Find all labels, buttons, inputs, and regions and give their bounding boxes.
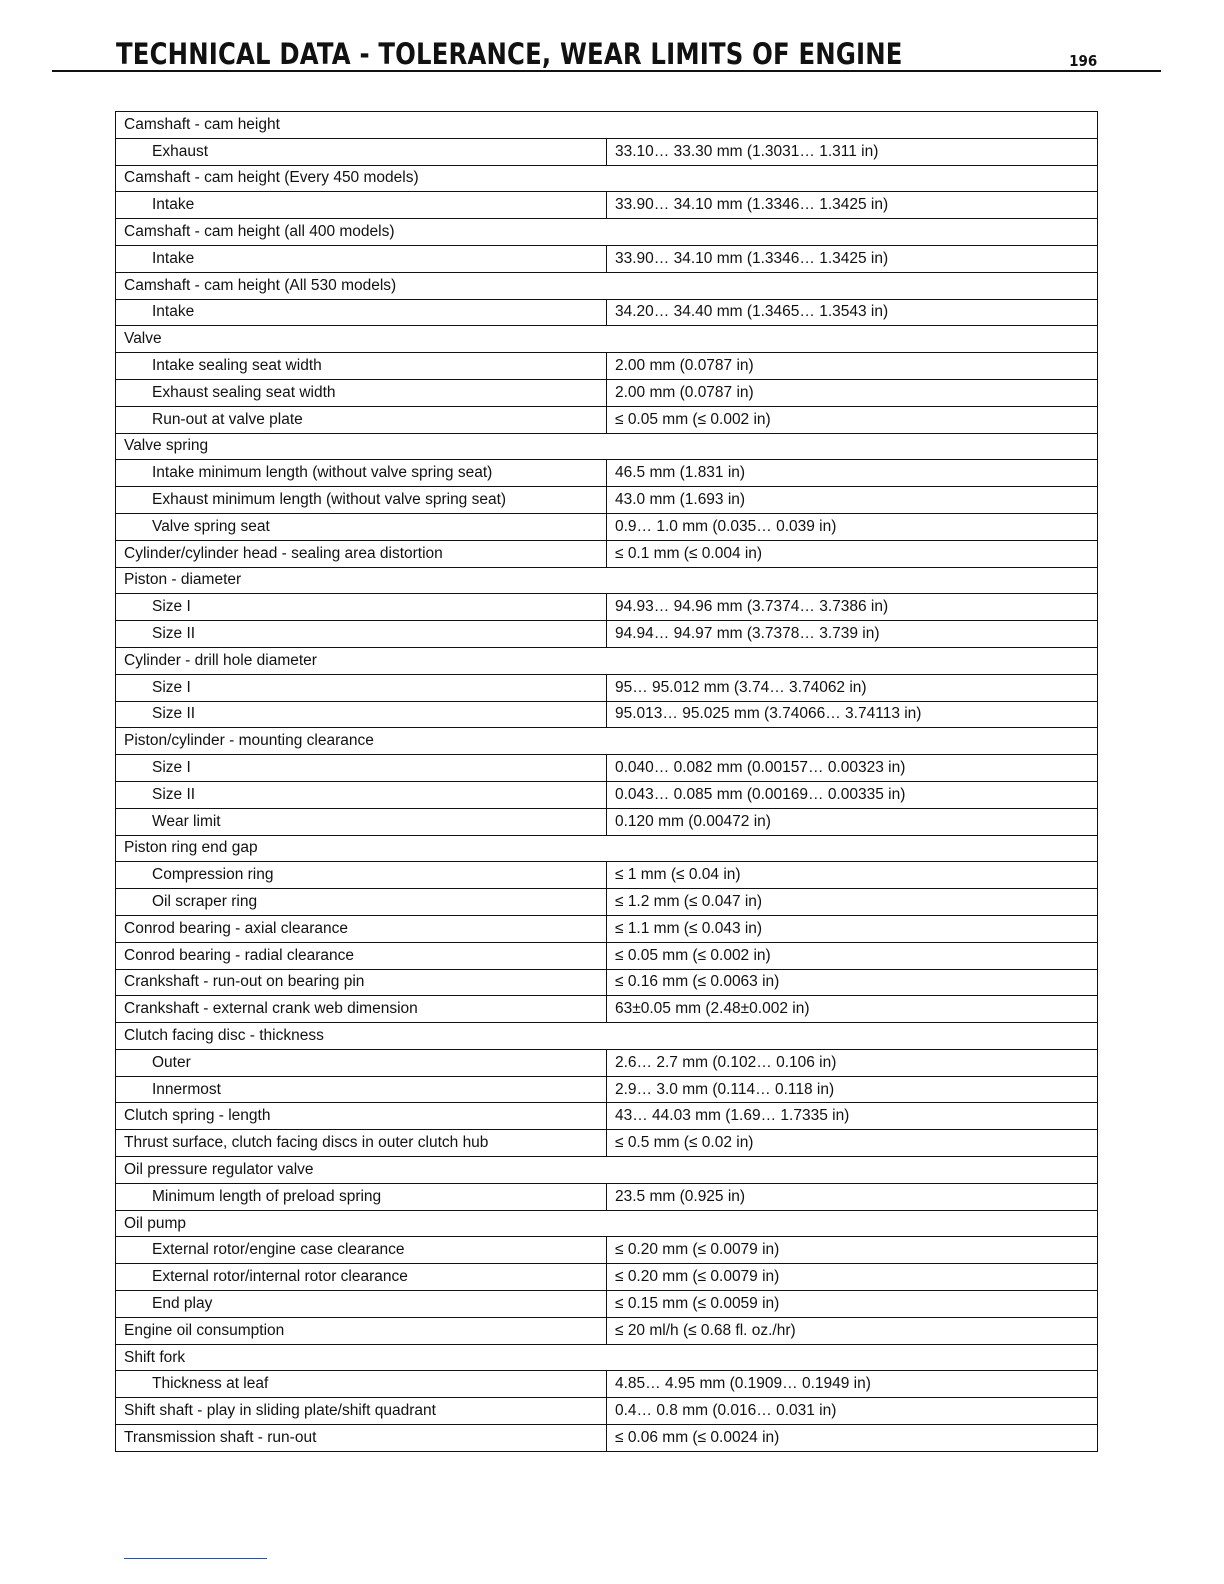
spec-row <box>116 1130 1098 1157</box>
spec-value: 2.00 mm (0.0787 in) <box>607 379 1098 406</box>
spec-sub-label: End play <box>116 1291 607 1318</box>
spec-value: 0.120 mm (0.00472 in) <box>607 808 1098 835</box>
section-row <box>116 835 1098 862</box>
spec-value: ≤ 1.1 mm (≤ 0.043 in) <box>607 915 1098 942</box>
spec-row <box>116 1076 1098 1103</box>
spec-label: Piston/cylinder - mounting clearance <box>116 728 1098 755</box>
spec-label: Shift fork <box>116 1344 1098 1371</box>
spec-row <box>116 594 1098 621</box>
spec-row <box>116 1264 1098 1291</box>
spec-sub-label: Thickness at leaf <box>116 1371 607 1398</box>
spec-row <box>116 406 1098 433</box>
spec-sub-label: Oil scraper ring <box>116 889 607 916</box>
spec-row <box>116 889 1098 916</box>
spec-sub-label: Size II <box>116 621 607 648</box>
spec-row <box>116 353 1098 380</box>
spec-value: 0.9… 1.0 mm (0.035… 0.039 in) <box>607 513 1098 540</box>
section-row <box>116 1210 1098 1237</box>
section-row <box>116 433 1098 460</box>
spec-label: Cylinder/cylinder head - sealing area distortion <box>116 540 607 567</box>
spec-sub-label: Intake minimum length (without valve spring seat) <box>116 460 607 487</box>
section-row <box>116 1344 1098 1371</box>
spec-sub-label: Intake <box>116 299 607 326</box>
spec-row <box>116 299 1098 326</box>
spec-row <box>116 460 1098 487</box>
spec-value: 46.5 mm (1.831 in) <box>607 460 1098 487</box>
spec-sub-label: Size I <box>116 755 607 782</box>
spec-row <box>116 1049 1098 1076</box>
spec-value: 4.85… 4.95 mm (0.1909… 0.1949 in) <box>607 1371 1098 1398</box>
spec-row <box>116 1291 1098 1318</box>
spec-row <box>116 942 1098 969</box>
spec-label: Clutch facing disc - thickness <box>116 1023 1098 1050</box>
spec-value: 0.4… 0.8 mm (0.016… 0.031 in) <box>607 1398 1098 1425</box>
spec-value: 33.10… 33.30 mm (1.3031… 1.311 in) <box>607 138 1098 165</box>
spec-value: 23.5 mm (0.925 in) <box>607 1183 1098 1210</box>
spec-sub-label: Exhaust <box>116 138 607 165</box>
spec-sub-label: Size I <box>116 674 607 701</box>
spec-label: Camshaft - cam height (Every 450 models) <box>116 165 1098 192</box>
spec-sub-label: Exhaust minimum length (without valve spring seat) <box>116 487 607 514</box>
spec-label: Cylinder - drill hole diameter <box>116 647 1098 674</box>
spec-row <box>116 1103 1098 1130</box>
spec-label: Engine oil consumption <box>116 1317 607 1344</box>
spec-row <box>116 513 1098 540</box>
spec-value: 33.90… 34.10 mm (1.3346… 1.3425 in) <box>607 245 1098 272</box>
footer-link-underline[interactable] <box>124 1558 267 1559</box>
spec-label: Valve <box>116 326 1098 353</box>
spec-label: Thrust surface, clutch facing discs in outer clutch hub <box>116 1130 607 1157</box>
spec-value: 2.6… 2.7 mm (0.102… 0.106 in) <box>607 1049 1098 1076</box>
page-header <box>52 34 1161 72</box>
spec-row <box>116 701 1098 728</box>
page-number: 196 <box>1068 52 1097 70</box>
spec-sub-label: Intake sealing seat width <box>116 353 607 380</box>
spec-row <box>116 621 1098 648</box>
spec-value: ≤ 1 mm (≤ 0.04 in) <box>607 862 1098 889</box>
tolerance-table-body <box>116 112 1098 1452</box>
spec-row <box>116 1317 1098 1344</box>
spec-row <box>116 1398 1098 1425</box>
spec-value: ≤ 0.1 mm (≤ 0.004 in) <box>607 540 1098 567</box>
spec-value: 63±0.05 mm (2.48±0.002 in) <box>607 996 1098 1023</box>
spec-sub-label: Run-out at valve plate <box>116 406 607 433</box>
spec-row <box>116 674 1098 701</box>
spec-label: Piston ring end gap <box>116 835 1098 862</box>
spec-row <box>116 540 1098 567</box>
spec-label: Crankshaft - external crank web dimension <box>116 996 607 1023</box>
section-row <box>116 165 1098 192</box>
section-row <box>116 272 1098 299</box>
page-title: TECHNICAL DATA - TOLERANCE, WEAR LIMITS OF ENGINE <box>116 37 903 71</box>
spec-label: Camshaft - cam height (all 400 models) <box>116 219 1098 246</box>
spec-row <box>116 1371 1098 1398</box>
spec-sub-label: Innermost <box>116 1076 607 1103</box>
spec-row <box>116 192 1098 219</box>
spec-row <box>116 138 1098 165</box>
spec-value: 43… 44.03 mm (1.69… 1.7335 in) <box>607 1103 1098 1130</box>
spec-value: ≤ 0.15 mm (≤ 0.0059 in) <box>607 1291 1098 1318</box>
spec-row <box>116 245 1098 272</box>
spec-sub-label: Exhaust sealing seat width <box>116 379 607 406</box>
spec-sub-label: Size II <box>116 781 607 808</box>
section-row <box>116 326 1098 353</box>
spec-row <box>116 808 1098 835</box>
spec-value: 0.040… 0.082 mm (0.00157… 0.00323 in) <box>607 755 1098 782</box>
spec-sub-label: Size I <box>116 594 607 621</box>
spec-value: ≤ 1.2 mm (≤ 0.047 in) <box>607 889 1098 916</box>
section-row <box>116 647 1098 674</box>
spec-value: 94.94… 94.97 mm (3.7378… 3.739 in) <box>607 621 1098 648</box>
spec-value: 94.93… 94.96 mm (3.7374… 3.7386 in) <box>607 594 1098 621</box>
spec-sub-label: Size II <box>116 701 607 728</box>
spec-label: Shift shaft - play in sliding plate/shift quadrant <box>116 1398 607 1425</box>
spec-row <box>116 996 1098 1023</box>
tolerance-table <box>115 111 1098 1452</box>
spec-value: ≤ 0.05 mm (≤ 0.002 in) <box>607 942 1098 969</box>
spec-row <box>116 487 1098 514</box>
spec-value: 34.20… 34.40 mm (1.3465… 1.3543 in) <box>607 299 1098 326</box>
spec-label: Clutch spring - length <box>116 1103 607 1130</box>
section-row <box>116 728 1098 755</box>
spec-row <box>116 379 1098 406</box>
spec-sub-label: Intake <box>116 245 607 272</box>
spec-row <box>116 862 1098 889</box>
spec-value: 43.0 mm (1.693 in) <box>607 487 1098 514</box>
spec-sub-label: Wear limit <box>116 808 607 835</box>
spec-value: 2.9… 3.0 mm (0.114… 0.118 in) <box>607 1076 1098 1103</box>
spec-label: Crankshaft - run-out on bearing pin <box>116 969 607 996</box>
spec-value: 2.00 mm (0.0787 in) <box>607 353 1098 380</box>
spec-value: 33.90… 34.10 mm (1.3346… 1.3425 in) <box>607 192 1098 219</box>
spec-row <box>116 781 1098 808</box>
spec-value: ≤ 0.20 mm (≤ 0.0079 in) <box>607 1264 1098 1291</box>
spec-label: Conrod bearing - axial clearance <box>116 915 607 942</box>
spec-label: Valve spring <box>116 433 1098 460</box>
spec-label: Oil pump <box>116 1210 1098 1237</box>
spec-value: ≤ 0.20 mm (≤ 0.0079 in) <box>607 1237 1098 1264</box>
spec-sub-label: External rotor/internal rotor clearance <box>116 1264 607 1291</box>
spec-value: 95.013… 95.025 mm (3.74066… 3.74113 in) <box>607 701 1098 728</box>
spec-sub-label: Compression ring <box>116 862 607 889</box>
spec-label: Piston - diameter <box>116 567 1098 594</box>
spec-label: Camshaft - cam height (All 530 models) <box>116 272 1098 299</box>
spec-value: ≤ 0.06 mm (≤ 0.0024 in) <box>607 1425 1098 1452</box>
spec-label: Transmission shaft - run-out <box>116 1425 607 1452</box>
section-row <box>116 219 1098 246</box>
spec-sub-label: Minimum length of preload spring <box>116 1183 607 1210</box>
spec-value: 95… 95.012 mm (3.74… 3.74062 in) <box>607 674 1098 701</box>
spec-value: ≤ 0.5 mm (≤ 0.02 in) <box>607 1130 1098 1157</box>
spec-value: ≤ 20 ml/h (≤ 0.68 fl. oz./hr) <box>607 1317 1098 1344</box>
spec-label: Oil pressure regulator valve <box>116 1157 1098 1184</box>
spec-row <box>116 1425 1098 1452</box>
spec-value: ≤ 0.16 mm (≤ 0.0063 in) <box>607 969 1098 996</box>
spec-row <box>116 915 1098 942</box>
spec-row <box>116 1183 1098 1210</box>
spec-sub-label: Intake <box>116 192 607 219</box>
spec-value: 0.043… 0.085 mm (0.00169… 0.00335 in) <box>607 781 1098 808</box>
spec-sub-label: Outer <box>116 1049 607 1076</box>
spec-label: Conrod bearing - radial clearance <box>116 942 607 969</box>
spec-row <box>116 969 1098 996</box>
section-row <box>116 567 1098 594</box>
section-row <box>116 1157 1098 1184</box>
spec-row <box>116 1237 1098 1264</box>
section-row <box>116 1023 1098 1050</box>
spec-sub-label: External rotor/engine case clearance <box>116 1237 607 1264</box>
spec-sub-label: Valve spring seat <box>116 513 607 540</box>
spec-row <box>116 755 1098 782</box>
section-row <box>116 112 1098 139</box>
spec-value: ≤ 0.05 mm (≤ 0.002 in) <box>607 406 1098 433</box>
spec-label: Camshaft - cam height <box>116 112 1098 139</box>
